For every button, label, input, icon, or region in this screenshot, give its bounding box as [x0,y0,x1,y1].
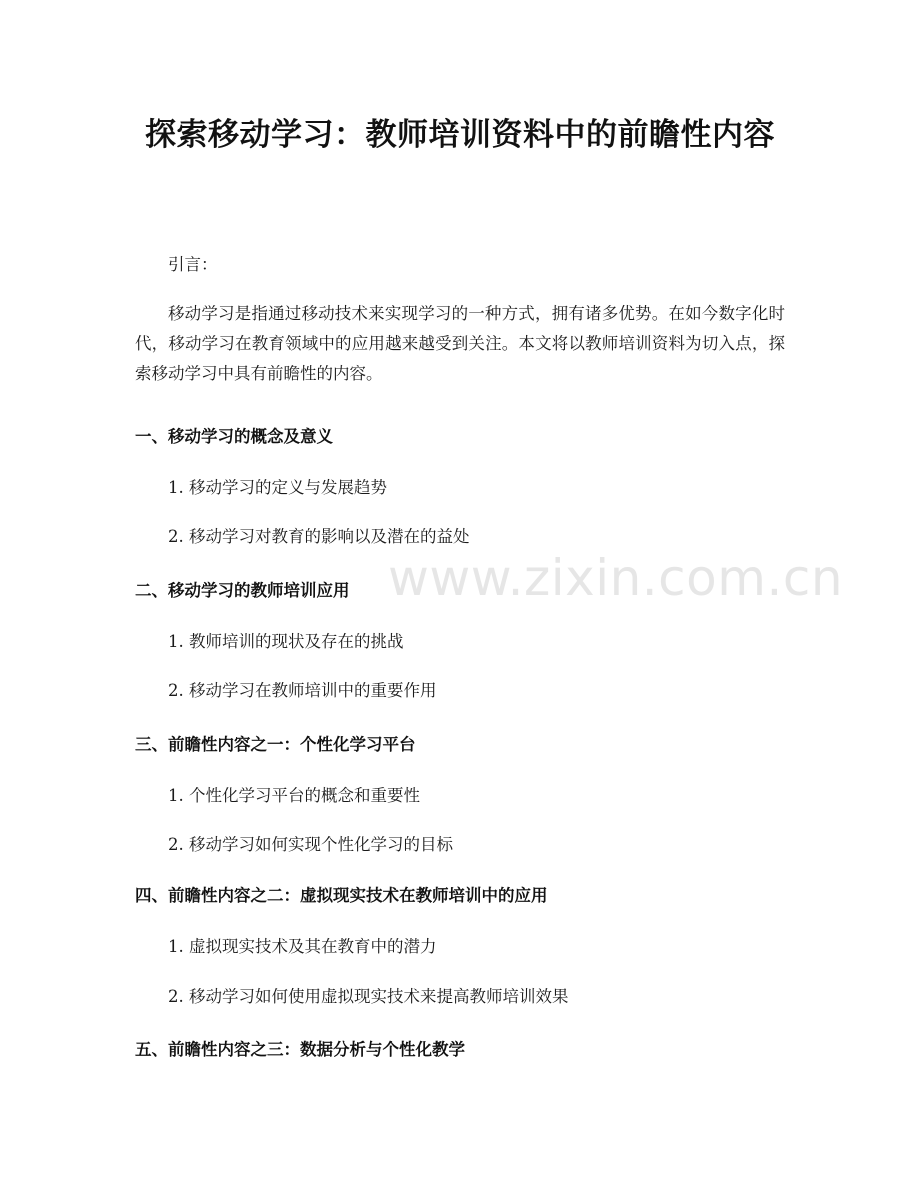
section-heading: 二、移动学习的教师培训应用 [135,581,350,600]
section-heading: 三、前瞻性内容之一：个性化学习平台 [135,735,416,754]
list-item: 1. 虚拟现实技术及其在教育中的潜力 [168,937,437,956]
list-item: 2. 移动学习在教师培训中的重要作用 [168,681,437,700]
watermark: www.zixin.com.cn [388,549,844,607]
list-item: 1. 个性化学习平台的概念和重要性 [168,786,420,805]
list-item: 2. 移动学习如何使用虚拟现实技术来提高教师培训效果 [168,987,569,1006]
list-item: 1. 移动学习的定义与发展趋势 [168,478,387,497]
section-heading: 一、移动学习的概念及意义 [135,427,333,446]
document-title: 探索移动学习：教师培训资料中的前瞻性内容 [145,117,775,153]
section-heading: 四、前瞻性内容之二：虚拟现实技术在教师培训中的应用 [135,886,548,905]
list-item: 2. 移动学习如何实现个性化学习的目标 [168,835,453,854]
intro-paragraph: 移动学习是指通过移动技术来实现学习的一种方式，拥有诸多优势。在如今数字化时代，移动学习在教育领域中的应用越来越受到关注。本文将以教师培训资料为切入点，探索移动学习中具有前瞻性的内容。 [135,304,785,383]
section-heading: 五、前瞻性内容之三：数据分析与个性化教学 [135,1040,465,1059]
list-item: 1. 教师培训的现状及存在的挑战 [168,632,404,651]
list-item: 2. 移动学习对教育的影响以及潜在的益处 [168,527,470,546]
intro-label: 引言： [168,255,218,274]
